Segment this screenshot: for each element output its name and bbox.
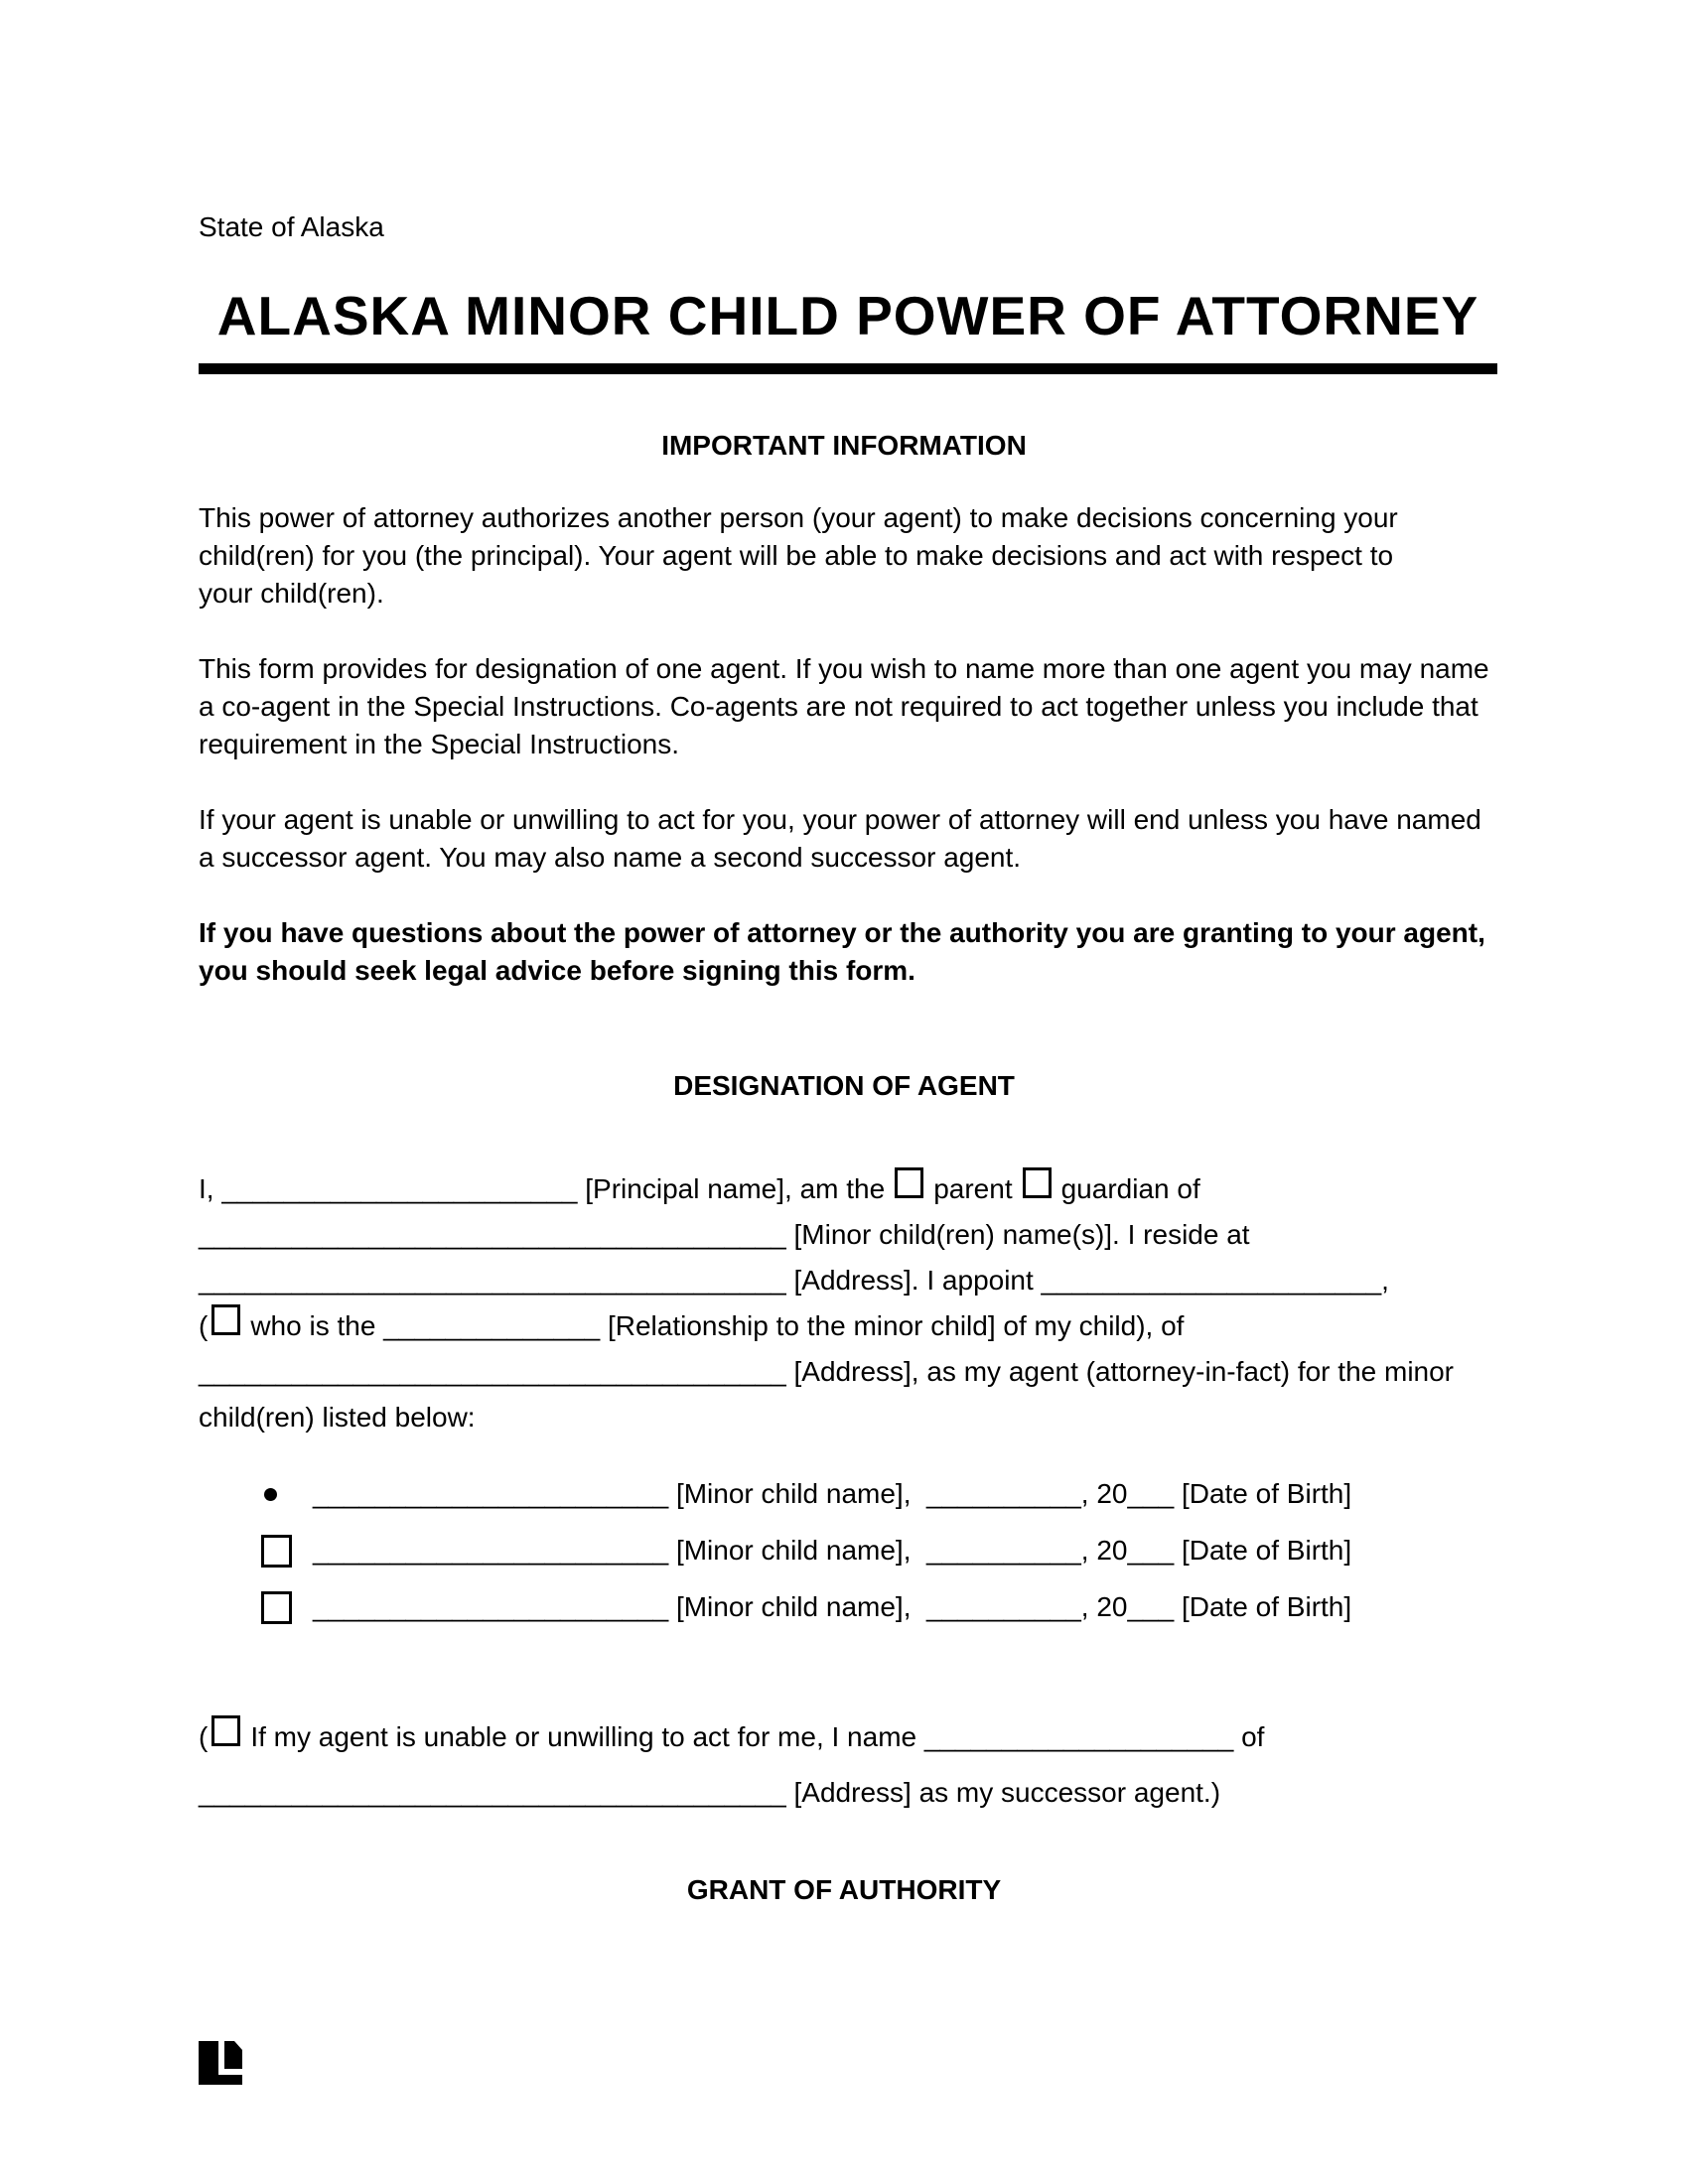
principal-name-line (199, 1166, 1454, 1212)
paragraph-line: If you have questions about the power of attorney or the authority you are granting to your agent, (199, 917, 1485, 948)
agent-address-line: ______________________________________ [Address], as my agent (attorney-in-fact) for the minor (199, 1356, 1455, 1387)
minor-child-2-checkbox[interactable] (261, 1535, 292, 1568)
minor-child-row-text: _______________________ [Minor child name], __________, 20___ [Date of Birth] (313, 1535, 1352, 1566)
open-paren: ( (199, 1721, 209, 1752)
paragraph-line: child(ren) for you (the principal). Your agent will be able to make decisions and act with respect to (199, 540, 1394, 571)
checkbox-marker (261, 1584, 313, 1624)
paragraph-line: This form provides for designation of one agent. If you wish to name more than one agent you may name (199, 653, 1489, 684)
listed-below-line: child(ren) listed below: (199, 1402, 476, 1433)
successor-address-line: ______________________________________ [Address] as my successor agent.) (199, 1777, 1221, 1808)
paragraph-authorization (199, 499, 1398, 613)
paragraph-successor-info (199, 801, 1481, 877)
legal-templates-logo (199, 2041, 242, 2085)
principal-line-text: I, _______________________ [Principal name], am the (199, 1173, 886, 1204)
paragraph-line: your child(ren). (199, 578, 384, 609)
principal-address-line: ______________________________________ [Address]. I appoint ______________________, (199, 1265, 1389, 1296)
bullet-icon (264, 1488, 277, 1501)
relationship-line-text: who is the ______________ [Relationship to the minor child] of my child), of (250, 1310, 1185, 1341)
paragraph-line: a co-agent in the Special Instructions. Co-agents are not required to act together unless you include that (199, 691, 1478, 722)
paragraph-line: requirement in the Special Instructions. (199, 729, 680, 759)
designation-fill-in-block (199, 1166, 1454, 1440)
successor-line-text: If my agent is unable or unwilling to act for me, I name ____________________ of (250, 1721, 1265, 1752)
successor-agent-checkbox[interactable] (211, 1715, 240, 1746)
open-paren: ( (199, 1310, 209, 1341)
bullet-marker (261, 1471, 313, 1501)
minor-child-row-text: _______________________ [Minor child name], __________, 20___ [Date of Birth] (313, 1478, 1352, 1509)
minor-child-3-checkbox[interactable] (261, 1591, 292, 1624)
paragraph-line: If your agent is unable or unwilling to act for you, your power of attorney will end unless you have named (199, 804, 1481, 835)
important-information-heading: IMPORTANT INFORMATION (661, 430, 1027, 461)
parent-label: parent (933, 1173, 1013, 1204)
paragraph-co-agent (199, 650, 1489, 763)
paragraph-line: you should seek legal advice before signing this form. (199, 955, 915, 986)
paragraph-line: This power of attorney authorizes another person (your agent) to make decisions concerning your (199, 502, 1398, 533)
minor-child-row-3 (261, 1584, 1351, 1630)
minor-child-row-2 (261, 1528, 1351, 1573)
relationship-checkbox[interactable] (211, 1304, 240, 1335)
grant-of-authority-heading: GRANT OF AUTHORITY (686, 1874, 1002, 1905)
successor-agent-line (199, 1714, 1264, 1760)
minor-child-row-1 (261, 1471, 1351, 1517)
designation-of-agent-heading: DESIGNATION OF AGENT (673, 1070, 1015, 1101)
guardian-label: guardian of (1060, 1173, 1200, 1204)
paragraph-legal-advice (199, 914, 1485, 990)
paragraph-line: a successor agent. You may also name a second successor agent. (199, 842, 1022, 873)
successor-agent-block (199, 1714, 1264, 1816)
document-title: ALASKA MINOR CHILD POWER OF ATTORNEY (199, 284, 1497, 374)
minor-child-row-text: _______________________ [Minor child name], __________, 20___ [Date of Birth] (313, 1591, 1352, 1622)
minor-children-names-line: ______________________________________ [Minor child(ren) name(s)]. I reside at (199, 1219, 1250, 1250)
state-label: State of Alaska (199, 211, 384, 242)
parent-checkbox[interactable] (895, 1167, 923, 1198)
checkbox-marker (261, 1528, 313, 1568)
guardian-checkbox[interactable] (1023, 1167, 1052, 1198)
relationship-line (199, 1303, 1454, 1349)
